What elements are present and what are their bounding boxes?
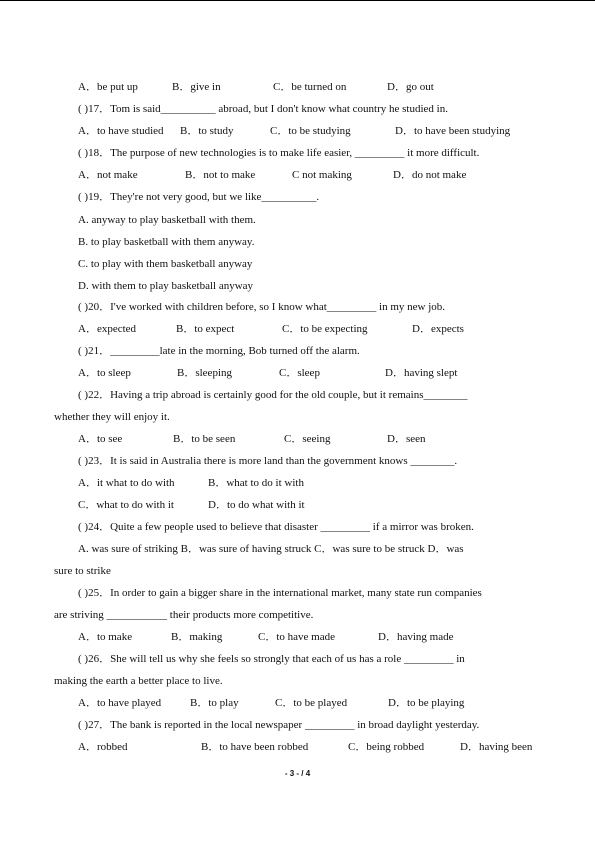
q26-option-d[interactable]: D．to be playing — [388, 697, 465, 709]
q19-option-d[interactable]: D. with them to play basketball anyway — [78, 280, 254, 292]
q18-stem: ( )18．The purpose of new technologies is to make life easier, _________ it more difficult. — [78, 147, 480, 159]
q25-option-d[interactable]: D．having made — [378, 631, 454, 643]
q22-option-d[interactable]: D．seen — [387, 433, 426, 445]
q19-stem: ( )19．They're not very good, but we like__________. — [78, 191, 320, 203]
q22-option-a[interactable]: A．to see — [78, 433, 123, 445]
q27-stem: ( )27．The bank is reported in the local newspaper _________ in broad daylight yesterday. — [78, 719, 480, 731]
q18-option-d[interactable]: D．do not make — [393, 169, 467, 181]
q17-stem: ( )17．Tom is said__________ abroad, but I don't know what country he studied in. — [78, 103, 448, 115]
q25-option-a[interactable]: A．to make — [78, 631, 133, 643]
q23-option-a[interactable]: A．it what to do with — [78, 477, 175, 489]
q16-option-b[interactable]: B．give in — [172, 81, 221, 93]
q18-option-b[interactable]: B．not to make — [185, 169, 256, 181]
q24-option-d-continued[interactable]: sure to strike — [54, 565, 111, 577]
q19-option-c[interactable]: C. to play with them basketball anyway — [78, 258, 253, 270]
q23-option-b[interactable]: B．what to do it with — [208, 477, 304, 489]
q21-option-c[interactable]: C．sleep — [279, 367, 320, 379]
q20-option-d[interactable]: D．expects — [412, 323, 464, 335]
page-top-rule — [0, 0, 595, 1]
q21-option-d[interactable]: D．having slept — [385, 367, 458, 379]
q17-option-b[interactable]: B．to study — [180, 125, 234, 137]
q17-option-c[interactable]: C．to be studying — [270, 125, 351, 137]
q22-stem-continued: whether they will enjoy it. — [54, 411, 170, 423]
q26-option-c[interactable]: C．to be played — [275, 697, 348, 709]
q27-option-b[interactable]: B．to have been robbed — [201, 741, 309, 753]
q27-option-a[interactable]: A．robbed — [78, 741, 128, 753]
q23-stem: ( )23．It is said in Australia there is more land than the government knows ________. — [78, 455, 458, 467]
q18-option-a[interactable]: A．not make — [78, 169, 138, 181]
q20-option-b[interactable]: B．to expect — [176, 323, 235, 335]
q23-option-c[interactable]: C．what to do with it — [78, 499, 174, 511]
q20-stem: ( )20．I've worked with children before, so I know what_________ in my new job. — [78, 301, 446, 313]
q18-option-c[interactable]: C not making — [292, 169, 352, 181]
q16-option-c[interactable]: C．be turned on — [273, 81, 347, 93]
q22-option-b[interactable]: B．to be seen — [173, 433, 236, 445]
q26-stem-continued: making the earth a better place to live. — [54, 675, 223, 687]
q16-option-d[interactable]: D．go out — [387, 81, 434, 93]
q25-stem-continued: are striving ___________ their products more competitive. — [54, 609, 314, 621]
q25-option-b[interactable]: B．making — [171, 631, 223, 643]
q20-option-c[interactable]: C．to be expecting — [282, 323, 368, 335]
q21-option-a[interactable]: A．to sleep — [78, 367, 131, 379]
q27-option-c[interactable]: C．being robbed — [348, 741, 425, 753]
q23-option-d[interactable]: D．to do what with it — [208, 499, 305, 511]
q22-stem: ( )22．Having a trip abroad is certainly good for the old couple, but it remains________ — [78, 389, 468, 401]
q16-option-a[interactable]: A．be put up — [78, 81, 138, 93]
page-number: - 3 - / 4 — [284, 769, 311, 778]
q19-option-a[interactable]: A. anyway to play basketball with them. — [78, 214, 256, 226]
q27-option-d[interactable]: D．having been — [460, 741, 533, 753]
q26-stem: ( )26．She will tell us why she feels so strongly that each of us has a role _________ in — [78, 653, 465, 665]
q25-stem: ( )25．In order to gain a bigger share in the international market, many state run companies — [78, 587, 482, 599]
q19-option-b[interactable]: B. to play basketball with them anyway. — [78, 236, 255, 248]
q22-option-c[interactable]: C．seeing — [284, 433, 331, 445]
q24-options-line[interactable]: A. was sure of striking B．was sure of having struck C．was sure to be struck D．was — [78, 543, 464, 555]
q17-option-a[interactable]: A．to have studied — [78, 125, 164, 137]
q20-option-a[interactable]: A．expected — [78, 323, 137, 335]
q21-option-b[interactable]: B．sleeping — [177, 367, 232, 379]
q26-option-a[interactable]: A．to have played — [78, 697, 162, 709]
q26-option-b[interactable]: B．to play — [190, 697, 239, 709]
q24-stem: ( )24．Quite a few people used to believe that disaster _________ if a mirror was broken. — [78, 521, 474, 533]
q17-option-d[interactable]: D．to have been studying — [395, 125, 511, 137]
q21-stem: ( )21．_________late in the morning, Bob turned off the alarm. — [78, 345, 360, 357]
q25-option-c[interactable]: C．to have made — [258, 631, 335, 643]
